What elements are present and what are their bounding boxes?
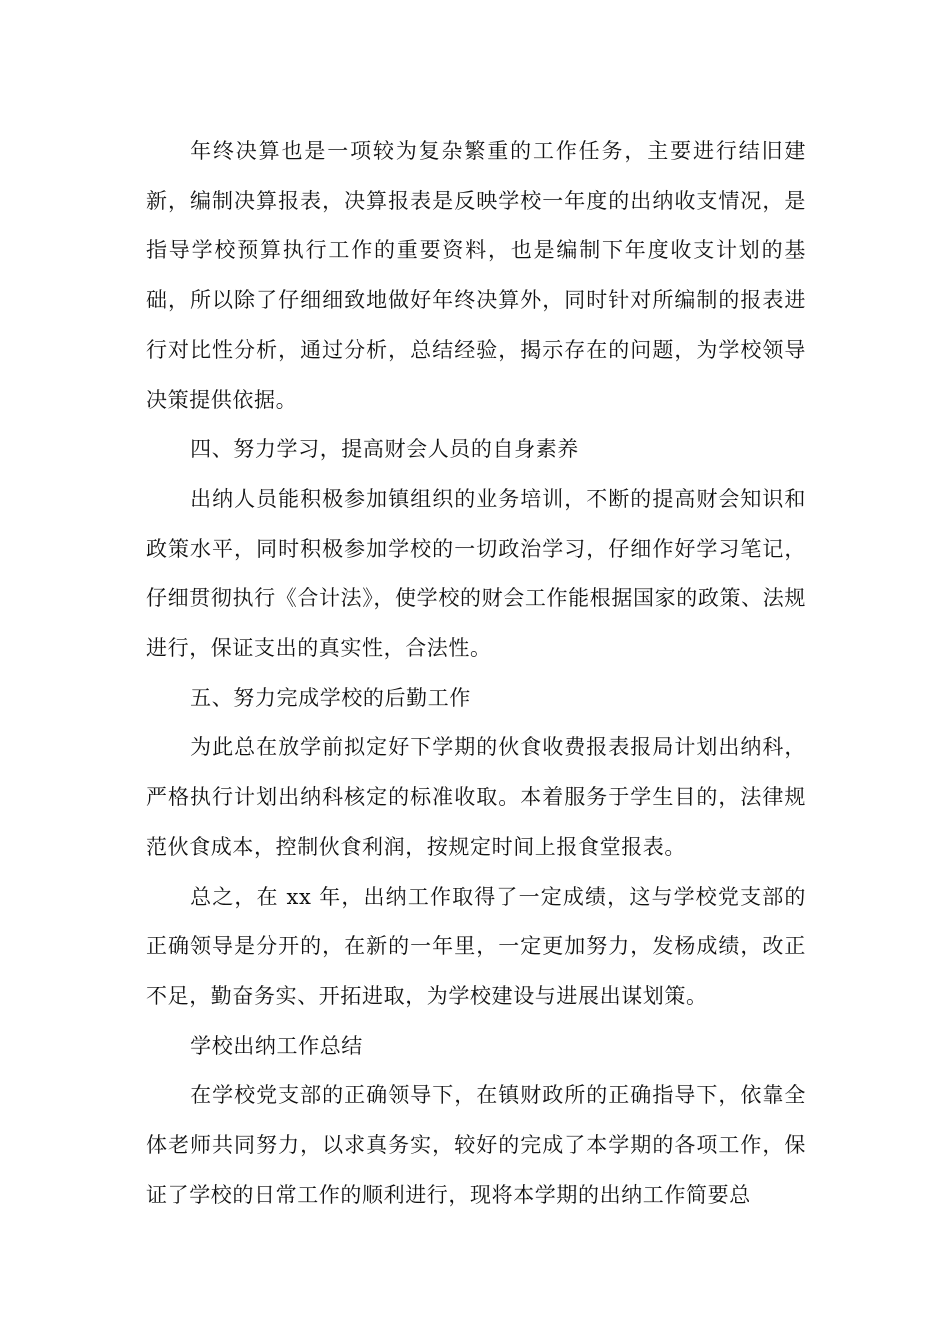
section-heading-summary-title: 学校出纳工作总结 bbox=[190, 1033, 363, 1058]
section-heading-study: 四、努力学习，提高财会人员的自身素养 bbox=[190, 437, 579, 462]
paragraph-year-end-settlement: 年终决算也是一项较为复杂繁重的工作任务，主要进行结旧建新，编制决算报表，决算报表是反映学校一年度的出纳收支情况，是指导学校预算执行工作的重要资料，也是编制下年度收支计划的基础，所以除了仔细细致地做好年终决算外，同时针对所编制的报表进行对比性分析，通过分析，总结经验，揭示存在的问题，为学校领导决策提供依据。 bbox=[146, 139, 806, 412]
paragraph-training: 出纳人员能积极参加镇组织的业务培训，不断的提高财会知识和政策水平，同时积极参加学校的一切政治学习，仔细作好学习笔记，仔细贯彻执行《合计法》，使学校的财会工作能根据国家的政策、法规进行，保证支出的真实性，合法性。 bbox=[146, 486, 806, 661]
document-body bbox=[146, 127, 806, 1220]
paragraph-conclusion: 总之，在 xx 年，出纳工作取得了一定成绩，这与学校党支部的正确领导是分开的，在新的一年里，一定更加努力，发杨成绩，改正不足，勤奋务实、开拓进取，为学校建设与进展出谋划策。 bbox=[146, 884, 806, 1008]
section-heading-logistics: 五、努力完成学校的后勤工作 bbox=[190, 685, 471, 710]
paragraph-meal-fees: 为此总在放学前拟定好下学期的伙食收费报表报局计划出纳科，严格执行计划出纳科核定的标准收取。本着服务于学生目的，法律规范伙食成本，控制伙食利润，按规定时间上报食堂报表。 bbox=[146, 735, 806, 859]
paragraph-summary-intro: 在学校党支部的正确领导下，在镇财政所的正确指导下，依靠全体老师共同努力，以求真务实，较好的完成了本学期的各项工作，保证了学校的日常工作的顺利进行，现将本学期的出纳工作简要总 bbox=[146, 1083, 806, 1207]
